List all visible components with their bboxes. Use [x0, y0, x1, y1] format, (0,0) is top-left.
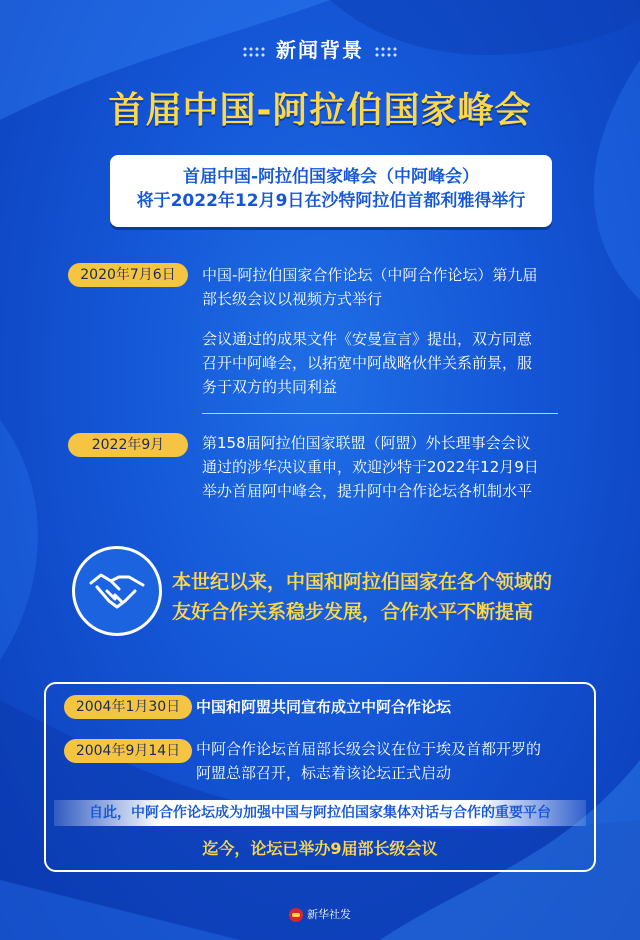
emphasis-line-2: 友好合作关系稳步发展，合作水平不断提高 — [172, 601, 534, 623]
forum-entry-1: 中国和阿盟共同宣布成立中阿合作论坛 — [196, 698, 452, 716]
timeline-text: 务于双方的共同利益 — [202, 378, 338, 396]
forum-highlight-band: 自此，中阿合作论坛成为加强中国与阿拉伯国家集体对话与合作的重要平台 — [54, 800, 586, 826]
timeline-text: 会议通过的成果文件《安曼宣言》提出，双方同意 — [202, 330, 533, 348]
header-tag: 新闻背景 — [0, 34, 640, 63]
emphasis-text — [172, 567, 552, 627]
page-title: 首届中国-阿拉伯国家峰会 — [108, 90, 532, 131]
timeline-divider — [202, 413, 558, 414]
forum-text: 中阿合作论坛首届部长级会议在位于埃及首都开罗的 — [196, 740, 542, 758]
summary-card — [110, 155, 552, 227]
timeline-text: 通过的涉华决议重申，欢迎沙特于2022年12月9日 — [202, 458, 539, 476]
timeline-text: 第158届阿拉伯国家联盟（阿盟）外长理事会会议 — [202, 434, 531, 452]
summary-line-2: 将于2022年12月9日在沙特阿拉伯首都利雅得举行 — [136, 191, 526, 211]
footer-credit — [0, 906, 640, 922]
dots-decoration-left — [242, 46, 266, 58]
timeline-text: 举办首届阿中峰会，提升阿中合作论坛各机制水平 — [202, 482, 533, 500]
timeline-text: 中国-阿拉伯国家合作论坛（中阿合作论坛）第九届 — [202, 266, 538, 284]
timeline-date-2022: 2022年9月 — [68, 433, 188, 457]
handshake-icon — [89, 569, 145, 613]
timeline-date-2020: 2020年7月6日 — [68, 263, 188, 287]
forum-date-1: 2004年1月30日 — [64, 695, 192, 719]
emphasis-line-1: 本世纪以来，中国和阿拉伯国家在各个领域的 — [172, 571, 553, 593]
timeline-entry-2022 — [202, 431, 602, 503]
dots-decoration-right — [374, 46, 398, 58]
summary-line-1: 首届中国-阿拉伯国家峰会（中阿峰会） — [182, 167, 480, 187]
xinhua-logo-icon — [289, 908, 303, 922]
forum-text: 阿盟总部召开，标志着该论坛正式启动 — [196, 764, 452, 782]
timeline-text: 召开中阿峰会，以拓宽中阿战略伙伴关系前景，服 — [202, 354, 533, 372]
timeline-text: 部长级会议以视频方式举行 — [202, 290, 383, 308]
footer-source: 新华社发 — [307, 908, 351, 921]
handshake-badge — [72, 546, 162, 636]
forum-date-2: 2004年9月14日 — [64, 739, 192, 763]
forum-entry-2 — [196, 737, 586, 785]
forum-final-note: 迄今，论坛已举办9届部长级会议 — [202, 839, 438, 858]
timeline-entry-2020 — [202, 263, 602, 399]
